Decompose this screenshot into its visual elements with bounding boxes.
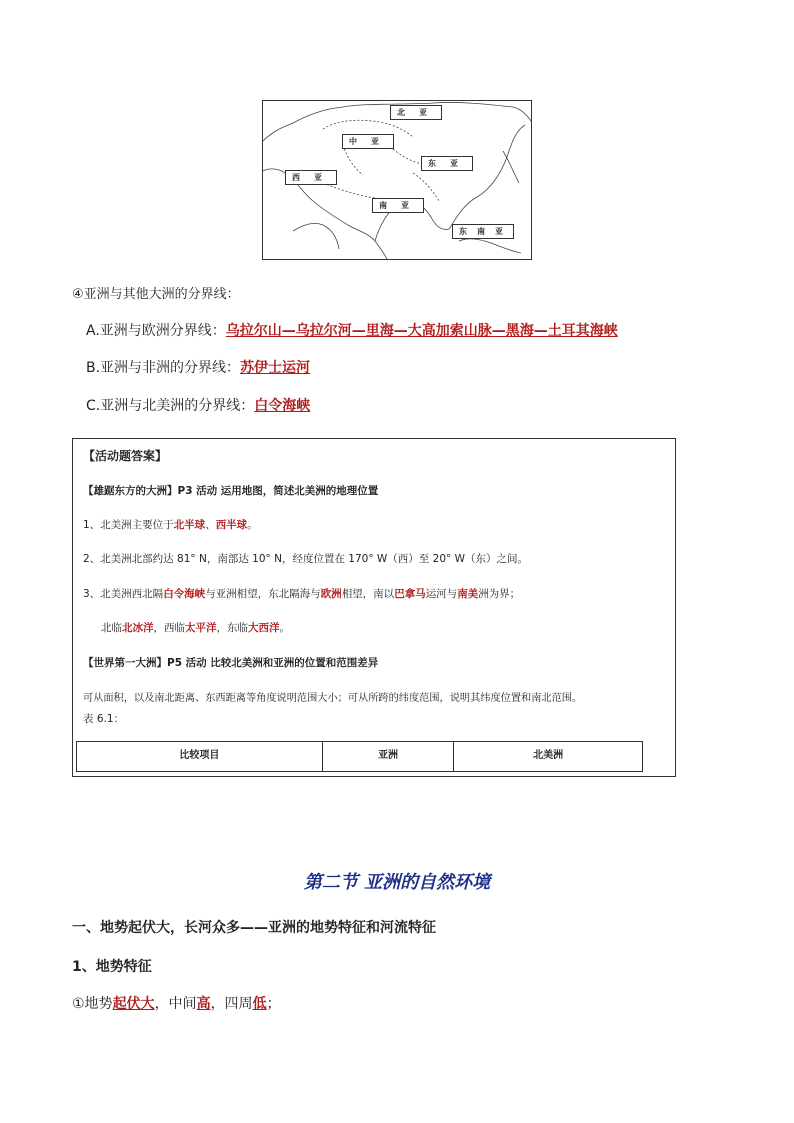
text: ，四周: [210, 996, 253, 1012]
activity-answer-2: 2、北美洲北部约达 81° N，南部达 10° N，经度位置在 170° W（西）至 20° W（东）之间。: [83, 553, 528, 565]
boundary-intro: ④亚洲与其他大洲的分界线：: [72, 287, 240, 302]
text: 与亚洲相望，东北隔海与: [205, 588, 321, 600]
activity-answer-5: 可从面积，以及南北距离、东西距离等角度说明范围大小；可从所跨的纬度范围，说明其纬度位置和南北范围。: [83, 693, 583, 704]
activity-q1-title: 【雄踞东方的大洲】P3 活动 运用地图，简述北美洲的地理位置: [83, 485, 379, 497]
region-label-central: 中亚: [342, 134, 394, 149]
table-row: [77, 742, 643, 772]
answer-term: 太平洋: [185, 622, 217, 634]
text: ；: [266, 996, 281, 1012]
text: 1、北美洲主要位于: [83, 519, 174, 531]
asia-regions-map: [262, 100, 532, 260]
terrain-feature-line: [72, 993, 281, 1013]
answer-term: 西半球: [215, 519, 248, 531]
activity-answers-box: [72, 438, 676, 777]
answer-term: 北冰洋: [122, 622, 154, 634]
text: ①地势: [72, 996, 113, 1012]
text: 3、北美洲西北隔: [83, 588, 164, 600]
region-label-north: 北亚: [390, 105, 442, 120]
comparison-table: [76, 741, 643, 772]
region-label-west: 西亚: [285, 170, 337, 185]
boundary-europe-item: 黑海: [505, 323, 534, 339]
section-heading-1: 一、地势起伏大，长河众多——亚洲的地势特征和河流特征: [72, 920, 436, 936]
answer-term: 低: [252, 996, 267, 1012]
answer-term: 大西洋: [248, 622, 280, 634]
activity-header: 【活动题答案】: [83, 449, 168, 463]
activity-q2-title: 【世界第一大洲】P5 活动 比较北美洲和亚洲的位置和范围差异: [83, 657, 379, 669]
boundary-namerica-item: 白令海峡: [254, 398, 311, 414]
boundary-europe-item: 乌拉尔河: [295, 323, 352, 339]
answer-term: 南美: [457, 588, 479, 600]
boundary-sep: —: [393, 323, 408, 339]
boundary-africa-prefix: B.亚洲与非洲的分界线：: [86, 360, 241, 376]
table-header-cell: 北美洲: [454, 742, 643, 772]
activity-answer-1: [83, 517, 258, 532]
text: ，中间: [154, 996, 197, 1012]
boundary-sep: —: [533, 323, 548, 339]
region-label-south: 南亚: [372, 198, 424, 213]
section-title: 第二节 亚洲的自然环境: [303, 872, 491, 893]
text: 北临: [101, 622, 122, 634]
activity-answer-3: [83, 586, 520, 601]
table-caption: 表 6.1：: [83, 713, 125, 725]
boundary-sep: —: [281, 323, 296, 339]
text: 、: [205, 519, 216, 531]
answer-term: 白令海峡: [163, 588, 206, 600]
boundary-europe-item: 大高加索山脉: [407, 323, 492, 339]
boundary-europe-prefix: A.亚洲与欧洲分界线：: [86, 323, 226, 339]
boundary-sep: —: [351, 323, 366, 339]
boundary-namerica-line: [86, 395, 310, 415]
boundary-europe-item: 土耳其海峡: [547, 323, 618, 339]
region-label-southeast: 东南亚: [452, 224, 514, 239]
activity-answer-4: [101, 620, 290, 635]
boundary-namerica-prefix: C.亚洲与北美洲的分界线：: [86, 398, 255, 414]
boundary-europe-item: 乌拉尔山: [225, 323, 282, 339]
table-header-cell: 亚洲: [322, 742, 453, 772]
section-heading-2: 1、地势特征: [72, 959, 152, 975]
answer-term: 起伏大: [112, 996, 155, 1012]
text: ，西临: [153, 622, 185, 634]
answer-term: 北半球: [173, 519, 206, 531]
boundary-africa-line: [86, 357, 310, 377]
answer-term: 巴拿马: [394, 588, 426, 600]
text: 。: [247, 519, 258, 531]
boundary-europe-item: 里海: [365, 323, 394, 339]
boundary-sep: —: [491, 323, 506, 339]
table-header-cell: 比较项目: [77, 742, 323, 772]
boundary-europe-line: [86, 320, 618, 340]
region-label-east: 东亚: [421, 156, 473, 171]
text: 运河与: [425, 588, 458, 600]
boundary-africa-item: 苏伊士运河: [240, 360, 311, 376]
answer-term: 高: [196, 996, 211, 1012]
text: ，东临: [216, 622, 248, 634]
text: 相望，南以: [341, 588, 395, 600]
text: 洲为界；: [478, 588, 521, 600]
answer-term: 欧洲: [320, 588, 342, 600]
text: 。: [279, 622, 290, 634]
